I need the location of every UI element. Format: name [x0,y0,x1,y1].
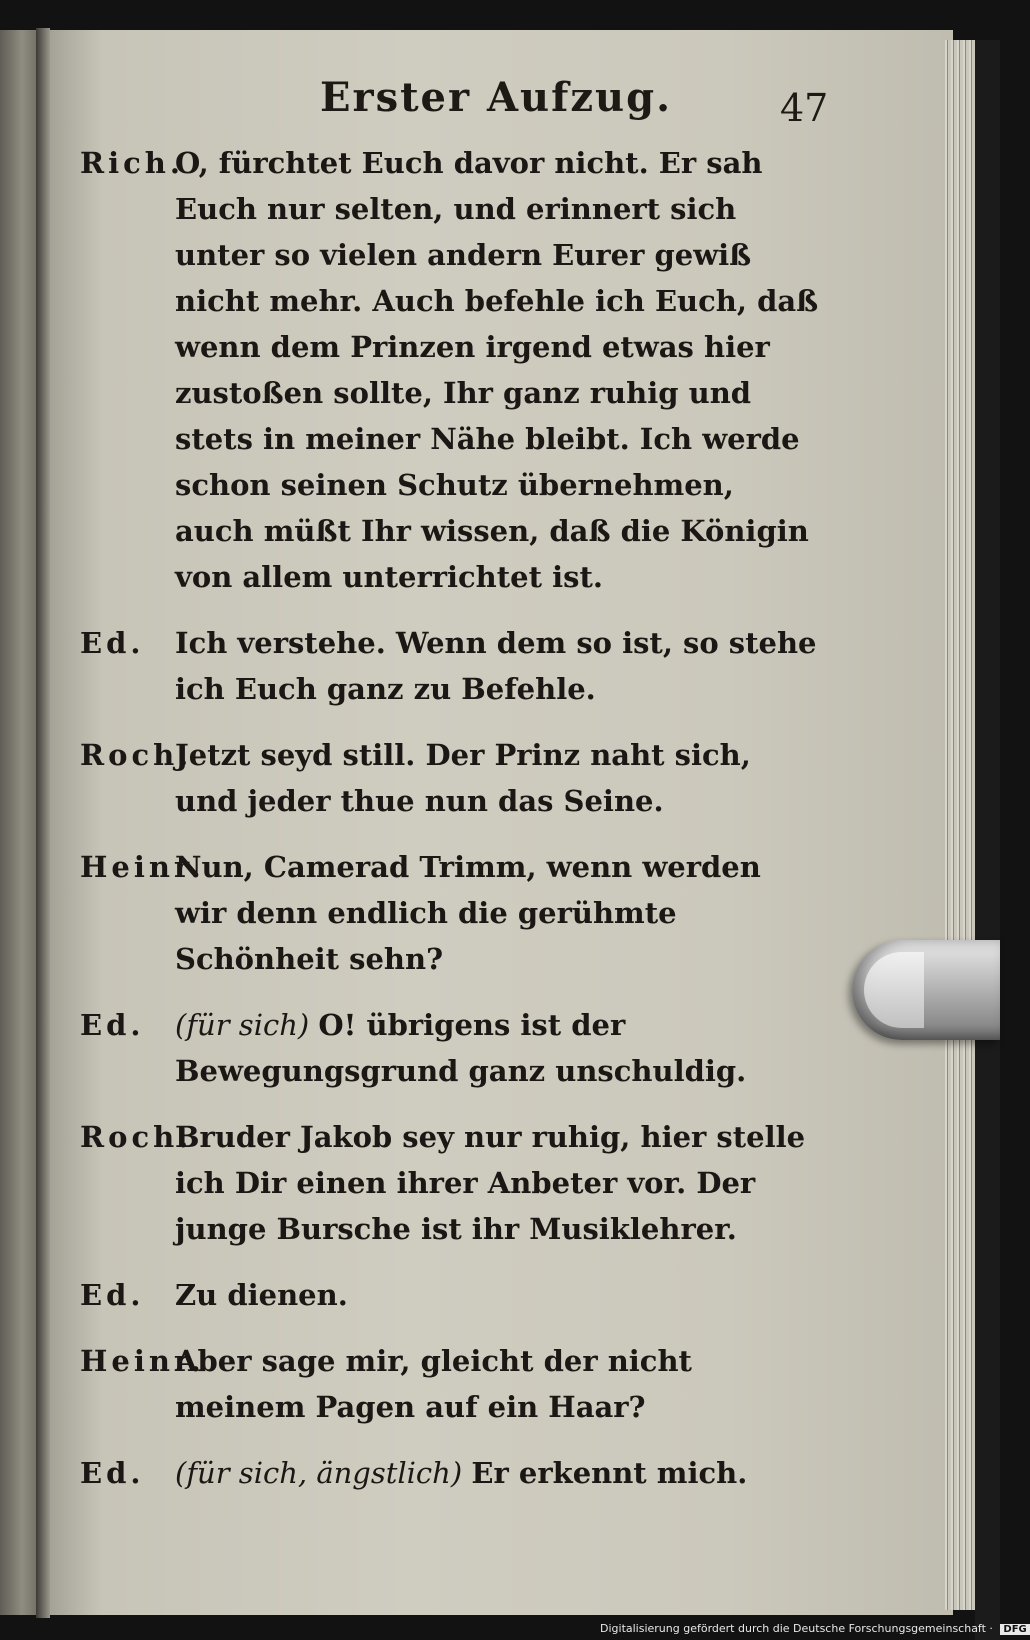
running-head: Erster Aufzug. [320,74,673,121]
speaker-name: Ed. [80,1008,145,1042]
speaker-name: Ed. [80,1278,145,1312]
previous-page-edge [0,30,40,1615]
speech [80,1272,820,1318]
speech [80,1114,820,1252]
speech-text: Zu dienen. [175,1278,348,1312]
speech-text: Ich verstehe. Wenn dem so ist, so stehe ich Euch ganz zu Befehle. [175,626,817,706]
dialogue-text [80,140,820,1516]
speech [80,1450,820,1496]
speech [80,844,820,982]
stage-direction: (für sich) [175,1008,310,1042]
speech [80,1338,820,1430]
page-number: 47 [780,86,829,130]
speech-text: O! übrigens ist der Bewegungsgrund ganz unschuldig. [175,1008,747,1088]
speaker-name: Heinr. [80,850,205,884]
page-clip-highlight [864,952,924,1028]
speech-text: Nun, Camerad Trimm, wenn werden wir denn endlich die gerühmte Schönheit sehn? [175,850,761,976]
credit-text: Digitalisierung gefördert durch die Deutsche Forschungsgemeinschaft · [600,1622,993,1635]
speaker-name: Ed. [80,1456,145,1490]
scan-border [975,40,1000,1640]
speech [80,1002,820,1094]
speaker-name: Heinr. [80,1344,205,1378]
speaker-name: Roch. [80,738,193,772]
book-gutter [36,28,50,1618]
speech-text: Aber sage mir, gleicht der nicht meinem Pagen auf ein Haar? [175,1344,692,1424]
digitization-credit [600,1622,1030,1635]
speech-text: Bruder Jakob sey nur ruhig, hier stelle ich Dir einen ihrer Anbeter vor. Der junge Bursche ist ihr Musiklehrer. [175,1120,806,1246]
speech [80,140,820,600]
page-clip [852,940,1000,1040]
speech-text: O, fürchtet Euch davor nicht. Er sah Euch nur selten, und erinnert sich unter so vielen andern Eurer gewiß nicht mehr. Auch befehle ich Euch, daß wenn dem Prinzen irgend etwas hier zustoßen sollte, Ihr ganz ruhig und stets in meiner Nähe bleibt. Ich werde schon seinen Schutz übernehmen, auch müßt Ihr wissen, daß die Königin von allem unterrichtet ist. [175,146,819,594]
speaker-name: Rich. [80,146,184,180]
speech [80,732,820,824]
speaker-name: Ed. [80,626,145,660]
speech-text: Jetzt seyd still. Der Prinz naht sich, und jeder thue nun das Seine. [175,738,751,818]
dfg-logo: DFG [1000,1624,1029,1635]
speech-text: Er erkennt mich. [471,1456,748,1490]
stage-direction: (für sich, ängstlich) [175,1456,463,1490]
speaker-name: Roch. [80,1120,193,1154]
speech [80,620,820,712]
